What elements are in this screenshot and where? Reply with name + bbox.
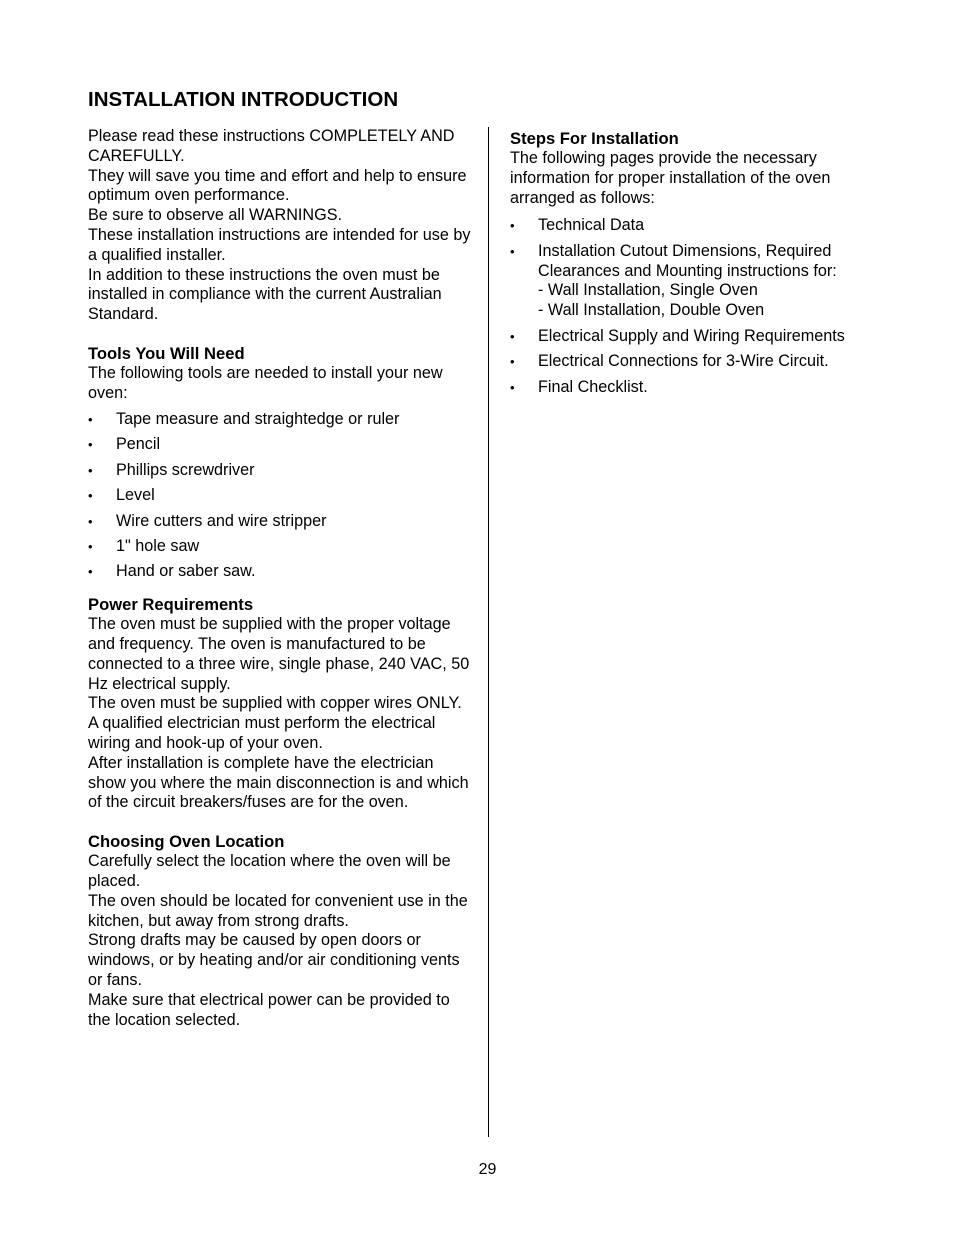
list-item-text: Hand or saber saw.: [116, 562, 256, 581]
power-section: [88, 595, 473, 813]
power-paragraph: The oven must be supplied with copper wires ONLY.: [88, 694, 462, 713]
list-item-text: Installation Cutout Dimensions, Required Clearances and Mounting instructions for:: [538, 241, 837, 280]
list-item: [510, 378, 890, 398]
bullet-icon: •: [510, 328, 515, 344]
list-item-text: Phillips screwdriver: [116, 460, 255, 479]
list-item: [88, 410, 473, 430]
list-item: [88, 435, 473, 455]
intro-paragraph: Be sure to observe all WARNINGS.: [88, 206, 342, 225]
bullet-icon: •: [88, 462, 93, 478]
page-number: 29: [478, 1161, 497, 1178]
list-item-text: Tape measure and straightedge or ruler: [116, 409, 400, 428]
list-item: [88, 486, 473, 506]
list-item-text: Electrical Supply and Wiring Requirements: [538, 326, 845, 345]
power-paragraph: The oven must be supplied with the proper voltage and frequency. The oven is manufactured to be connected to a three wire, single phase, 240 VAC, 50 Hz electrical supply.: [88, 615, 470, 693]
location-heading: Choosing Oven Location: [88, 832, 285, 852]
list-item: [88, 562, 473, 582]
bullet-icon: •: [88, 513, 93, 529]
page-title: INSTALLATION INTRODUCTION: [88, 88, 399, 111]
list-item-text: Level: [116, 486, 155, 505]
bullet-icon: •: [88, 538, 93, 554]
intro-paragraph: They will save you time and effort and help to ensure optimum oven performance.: [88, 166, 467, 205]
column-divider: [488, 127, 489, 1137]
list-item-text: Final Checklist.: [538, 377, 648, 396]
list-item-text: Pencil: [116, 435, 161, 454]
sub-item: - Wall Installation, Single Oven: [538, 281, 758, 300]
list-item-text: Electrical Connections for 3-Wire Circuit.: [538, 352, 829, 371]
intro-paragraph: Please read these instructions COMPLETELY AND CAREFULLY.: [88, 127, 455, 165]
location-paragraph: Strong drafts may be caused by open doors or windows, or by heating and/or air conditioning vents or fans.: [88, 931, 460, 990]
bullet-icon: •: [88, 437, 93, 453]
tools-heading: Tools You Will Need: [88, 343, 245, 363]
location-paragraph: Carefully select the location where the oven will be placed.: [88, 852, 451, 891]
tools-list: [88, 410, 473, 583]
bullet-icon: •: [510, 379, 515, 395]
steps-intro: The following pages provide the necessary information for proper installation of the oven arranged as follows:: [510, 149, 831, 207]
left-column: [88, 127, 473, 1030]
intro-section: [88, 127, 473, 325]
bullet-icon: •: [88, 488, 93, 504]
list-item: [510, 352, 890, 372]
tools-intro: The following tools are needed to install your new oven:: [88, 363, 443, 402]
list-item: [88, 461, 473, 481]
list-item: [88, 512, 473, 532]
list-item-text: Wire cutters and wire stripper: [116, 511, 327, 530]
tools-section: [88, 344, 473, 582]
intro-paragraph: These installation instructions are intended for use by a qualified installer.: [88, 225, 471, 264]
steps-heading: Steps For Installation: [510, 129, 679, 148]
bullet-icon: •: [510, 243, 515, 259]
list-item: [510, 327, 890, 347]
bullet-icon: •: [510, 354, 515, 370]
intro-paragraph: In addition to these instructions the oven must be installed in compliance with the current Australian Standard.: [88, 265, 442, 324]
steps-list: [510, 216, 890, 397]
list-item: [510, 242, 890, 321]
list-item-text: Technical Data: [538, 216, 645, 235]
list-item-text: 1" hole saw: [116, 536, 200, 555]
location-section: [88, 832, 473, 1030]
list-item: [510, 216, 890, 236]
list-item: [88, 537, 473, 557]
bullet-icon: •: [510, 218, 515, 234]
location-paragraph: The oven should be located for convenient use in the kitchen, but away from strong drafts.: [88, 891, 468, 930]
sub-item: - Wall Installation, Double Oven: [538, 301, 765, 320]
power-paragraph: After installation is complete have the electrician show you where the main disconnection is and which of the circuit breakers/fuses are for the oven.: [88, 753, 469, 812]
power-paragraph: A qualified electrician must perform the electrical wiring and hook-up of your oven.: [88, 714, 436, 753]
bullet-icon: •: [88, 411, 93, 427]
power-heading: Power Requirements: [88, 595, 254, 615]
bullet-icon: •: [88, 564, 93, 580]
right-column: [510, 129, 890, 403]
location-paragraph: Make sure that electrical power can be provided to the location selected.: [88, 990, 450, 1029]
